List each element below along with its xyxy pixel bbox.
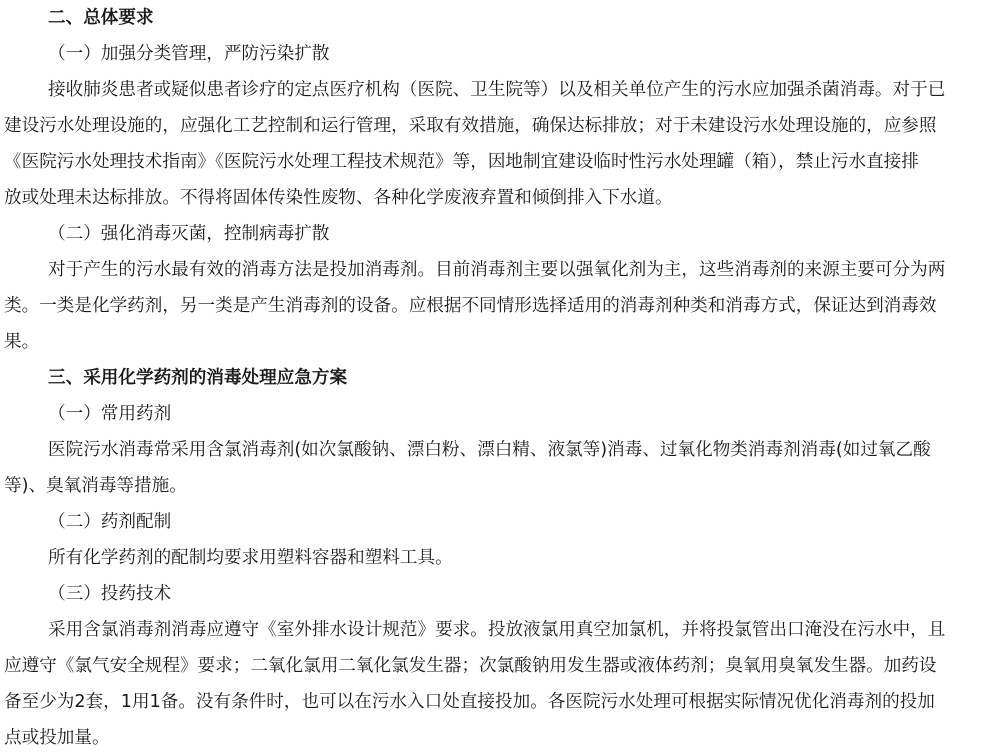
paragraph-line: 所有化学药剂的配制均要求用塑料容器和塑料工具。 — [48, 548, 453, 568]
paragraph-line: 《医院污水处理技术指南》《医院污水处理工程技术规范》等，因地制宜建设临时性污水处理罐（箱），禁止污水直接排 — [4, 152, 919, 172]
subheading-2-2: （二）强化消毒灭菌，控制病毒扩散 — [48, 224, 330, 244]
paragraph-line: 接收肺炎患者或疑似患者诊疗的定点医疗机构（医院、卫生院等）以及相关单位产生的污水应加强杀菌消毒。对于已 — [48, 80, 946, 100]
paragraph-line: 医院污水消毒常采用含氯消毒剂(如次氯酸钠、漂白粉、漂白精、液氯等)消毒、过氧化物类消毒剂消毒(如过氧乙酸 — [48, 440, 931, 460]
paragraph-line: 采用含氯消毒剂消毒应遵守《室外排水设计规范》要求。投放液氯用真空加氯机，并将投氯管出口淹没在污水中，且 — [48, 620, 946, 640]
subheading-2-1: （一）加强分类管理，严防污染扩散 — [48, 44, 330, 64]
paragraph-line: 应遵守《氯气安全规程》要求；二氧化氯用二氧化氯发生器；次氯酸钠用发生器或液体药剂；臭氧用臭氧发生器。加药设 — [4, 656, 937, 676]
section-heading-3: 三、采用化学药剂的消毒处理应急方案 — [48, 368, 348, 388]
section-heading-2: 二、总体要求 — [48, 8, 154, 28]
paragraph-line: 等)、臭氧消毒等措施。 — [4, 476, 187, 496]
subheading-3-1: （一）常用药剂 — [48, 404, 172, 424]
paragraph-line: 类。一类是化学药剂，另一类是产生消毒剂的设备。应根据不同情形选择适用的消毒剂种类和消毒方式，保证达到消毒效 — [4, 296, 937, 316]
subheading-3-2: （二）药剂配制 — [48, 512, 172, 532]
paragraph-line: 果。 — [4, 332, 40, 352]
paragraph-line: 备至少为2套，1用1备。没有条件时，也可以在污水入口处直接投加。各医院污水处理可根据实际情况优化消毒剂的投加 — [4, 692, 935, 712]
paragraph-line: 对于产生的污水最有效的消毒方法是投加消毒剂。目前消毒剂主要以强氧化剂为主，这些消毒剂的来源主要可分为两 — [48, 260, 946, 280]
paragraph-line: 点或投加量。 — [4, 728, 110, 748]
subheading-3-3: （三）投药技术 — [48, 584, 172, 604]
paragraph-line: 放或处理未达标排放。不得将固体传染性废物、各种化学废液弃置和倾倒排入下水道。 — [4, 188, 673, 208]
paragraph-line: 建设污水处理设施的，应强化工艺控制和运行管理，采取有效措施，确保达标排放；对于未建设污水处理设施的，应参照 — [4, 116, 937, 136]
